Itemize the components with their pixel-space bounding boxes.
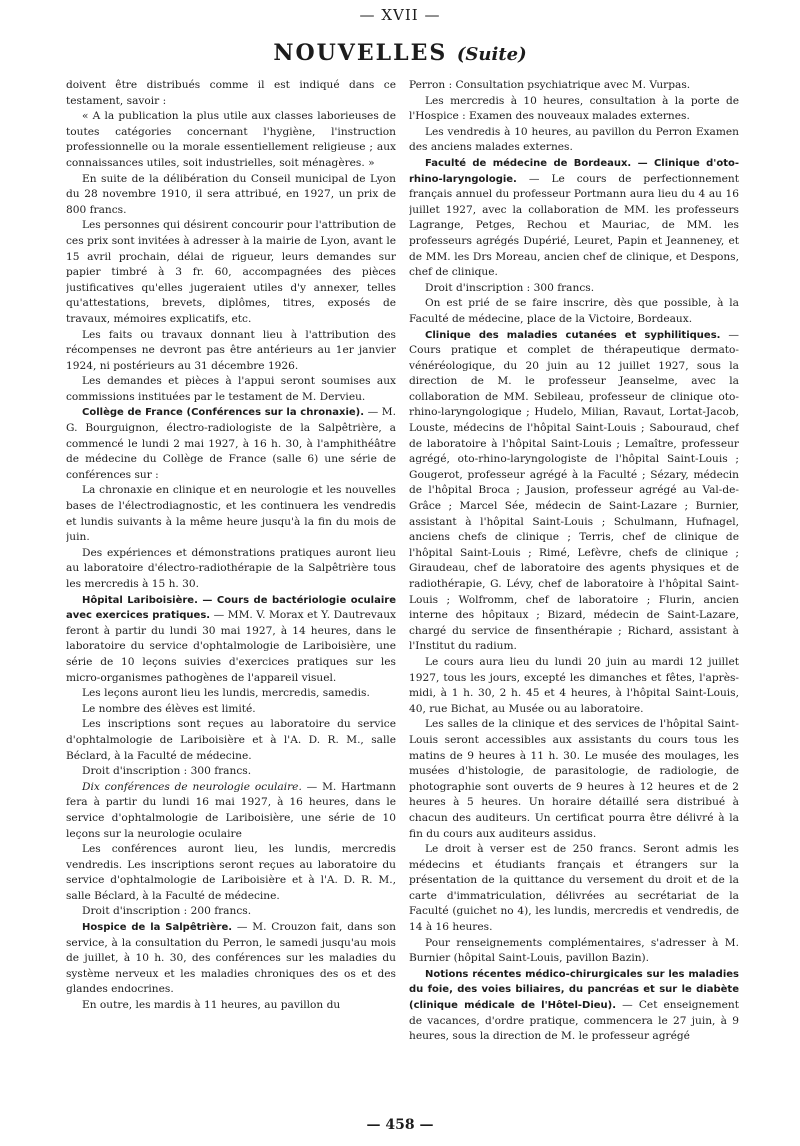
page-number: — 458 — xyxy=(366,1117,434,1133)
paragraph-text: En outre, les mardis à 11 heures, au pavillon du xyxy=(82,999,341,1012)
paragraph-text: — M. Crouzon fait, dans son service, à la consultation du Perron, le samedi jusqu'au mois de juillet, à 10 h. 30, des conférences sur les maladies du système nerveux et les maladies chroniques des os et des glandes endocrines. xyxy=(66,921,396,996)
paragraph-text: Les inscriptions sont reçues au laboratoire du service d'ophtalmologie de Lariboisière et à l'A. D. R. M., salle Béclard, à la Faculté de médecine. xyxy=(66,718,396,762)
paragraph-heading: Hospice de la Salpêtrière. xyxy=(82,922,233,934)
paragraph-text: — M. Hartmann fera à partir du lundi 16 mai 1927, à 16 heures, dans le service d'ophtalmologie de Lariboisière, une série de 10 leçons sur la neurologie oculaire xyxy=(66,780,396,840)
paragraph xyxy=(409,296,739,327)
paragraph xyxy=(66,842,396,904)
paragraph-heading: Hôpital Lariboisière. — Cours de bactériologie oculaire avec exercices pratiques. xyxy=(66,594,396,622)
paragraph-text: Droit d'inscription : 300 francs. xyxy=(82,765,252,778)
paragraph-text: Droit d'inscription : 200 francs. xyxy=(82,905,252,918)
paragraph xyxy=(66,172,396,219)
paragraph-text: Droit d'inscription : 300 francs. xyxy=(425,281,595,294)
paragraph xyxy=(66,405,396,483)
paragraph xyxy=(409,967,739,1045)
paragraph xyxy=(66,904,396,920)
section-title-text: NOUVELLES xyxy=(273,40,448,66)
paragraph xyxy=(66,109,396,171)
section-title xyxy=(0,40,800,66)
paragraph-text: doivent être distribués comme il est indiqué dans ce testament, savoir : xyxy=(66,79,396,107)
section-title-suite: (Suite) xyxy=(456,44,527,65)
paragraph-text: — Le cours de perfectionnement français annuel du professeur Portmann aura lieu du 4 au 16 juillet 1927, avec la collaboration de MM. les professeurs Lagrange, Petges, Rechou et Mauriac, de MM. les professeurs agrégés Dupérié, Leuret, Papin et Jeanneney, et de MM. les Drs Moreau, ancien chef de clinique, et Despons, chef de clinique. xyxy=(409,172,739,279)
paragraph xyxy=(66,483,396,545)
paragraph-heading: Faculté de médecine de Bordeaux. — Clinique d'oto-rhino-laryngologie. xyxy=(409,157,739,185)
paragraph-text: Les mercredis à 10 heures, consultation à la porte de l'Hospice : Examen des nouveaux malades externes. xyxy=(409,94,739,123)
paragraph xyxy=(66,546,396,593)
paragraph-text: On est prié de se faire inscrire, dès que possible, à la Faculté de médecine, place de la Victoire, Bordeaux. xyxy=(409,297,739,325)
paragraph-text: Perron : Consultation psychiatrique avec M. Vurpas. xyxy=(409,79,691,91)
paragraph-text: — M. G. Bourguignon, électro-radiologiste de la Salpêtrière, a commencé le lundi 2 mai 1927, à 16 h. 30, à l'amphithéâtre de médecine du Collège de France (salle 6) une série de conférences sur : xyxy=(66,406,396,481)
paragraph-text: « A la publication la plus utile aux classes laborieuses de toutes catégories concernant l'hygiène, l'instruction professionnelle ou la morale essentiellement religieuse ; aux connaissances utiles, soit industrielles, soit ménagères. » xyxy=(66,110,396,169)
paragraph xyxy=(409,328,739,655)
paragraph-text: Pour renseignements complémentaires, s'adresser à M. Burnier (hôpital Saint-Louis, pavillon Bazin). xyxy=(409,936,739,965)
paragraph xyxy=(66,374,396,405)
right-column xyxy=(409,78,739,1108)
paragraph-text: Les leçons auront lieu les lundis, mercredis, samedis. xyxy=(82,687,370,700)
paragraph xyxy=(66,998,396,1014)
paragraph-italic-heading: Dix conférences de neurologie oculaire. xyxy=(82,780,302,793)
paragraph xyxy=(409,78,739,94)
paragraph-text: Les demandes et pièces à l'appui seront soumises aux commissions instituées par le testament de M. Dervieu. xyxy=(66,375,396,403)
paragraph xyxy=(409,655,739,717)
paragraph-text: Les conférences auront lieu, les lundis, mercredis vendredis. Les inscriptions seront reçues au laboratoire du service d'ophtalmologie de Lariboisière et à l'A. D. R. M., salle Béclard, à la Faculté de médecine. xyxy=(66,843,396,902)
paragraph xyxy=(66,717,396,764)
paragraph-text: Le nombre des élèves est limité. xyxy=(82,702,256,715)
paragraph-text: Les faits ou travaux donnant lieu à l'attribution des récompenses ne devront pas être antérieurs au 1er janvier 1924, ni postérieurs au 31 décembre 1926. xyxy=(66,328,396,372)
paragraph xyxy=(66,780,396,842)
paragraph-text: Le cours aura lieu du lundi 20 juin au mardi 12 juillet 1927, tous les jours, excepté les dimanches et fêtes, l'après-midi, à 1 h. 30, 2 h. 45 et 4 heures, à l'hôpital Saint-Louis, 40, rue Bichat, au Musée ou au laboratoire. xyxy=(409,655,739,715)
paragraph-text: En suite de la délibération du Conseil municipal de Lyon du 28 novembre 1910, il sera attribué, en 1927, un prix de 800 francs. xyxy=(66,172,396,216)
paragraph-heading: Collège de France (Conférences sur la chronaxie). xyxy=(82,407,365,419)
paragraph-text: — Cet enseignement de vacances, d'ordre pratique, commencera le 27 juin, à 9 heures, sous la direction de M. le professeur agrégé xyxy=(409,999,739,1043)
paragraph xyxy=(66,328,396,375)
paragraph xyxy=(409,94,739,125)
paragraph xyxy=(409,717,739,842)
paragraph-text: — Cours pratique et complet de thérapeutique dermato-vénéréologique, du 20 juin au 12 juillet 1927, sous la direction de M. le professeur Jeanselme, avec la collaboration de MM. Sebileau, professeur de clinique oto-rhino-laryngologique ; Hudelo, Milian, Ravaut, Lortat-Jacob, Louste, médecins de l'hôpital Saint-Louis ; Sabouraud, chef de laboratoire à l'hôpital Saint-Louis ; Lemaître, professeur agrégé, oto-rhino-laryngologiste de l'hôpital Saint-Louis ; Gougerot, professeur agrégé à la Faculté ; Sézary, médecin de l'hôpital Broca ; Jausion, professeur agrégé au Val-de-Grâce ; Marcel Sée, médecin de Saint-Lazare ; Burnier, assistant à l'hôpital Saint-Louis ; Schulmann, Hufnagel, anciens chefs de clinique ; Terris, chef de clinique de l'hôpital Saint-Louis ; Rimé, Lefèvre, chefs de clinique ; Giraudeau, chef de laboratoire des agents physiques et de radiothérapie, G. Lévy, chef de laboratoire à l'hôpital Saint-Louis ; Wolfromm, chef de laboratoire ; Flurin, ancien interne des hôpitaux ; Bizard, médecin de Saint-Lazare, chargé du service de finsenthérapie ; Richard, assistant à l'Institut du radium. xyxy=(409,328,739,653)
paragraph xyxy=(66,920,396,998)
paragraph-text: Des expériences et démonstrations pratiques auront lieu au laboratoire d'électro-radiothérapie de la Salpêtrière tous les mercredis à 15 h. 30. xyxy=(66,546,396,590)
paragraph xyxy=(66,686,396,702)
paragraph-heading: Notions récentes médico-chirurgicales sur les maladies du foie, des voies biliaires, du pancréas et sur le diabète (clinique médicale de l'Hôtel-Dieu). xyxy=(409,968,739,1012)
paragraph-text: — MM. V. Morax et Y. Dautrevaux feront à partir du lundi 30 mai 1927, à 14 heures, dans le laboratoire du service d'ophtalmologie de Lariboisière, une série de 10 leçons suivies d'exercices pratiques sur les micro-organismes pathogènes de l'appareil visuel. xyxy=(66,609,396,684)
paragraph xyxy=(66,702,396,718)
paragraph xyxy=(409,281,739,297)
paragraph xyxy=(66,593,396,687)
paragraph-text: Les salles de la clinique et des services de l'hôpital Saint-Louis seront accessibles aux assistants du cours tous les matins de 9 heures à 11 h. 30. Le musée des moulages, les musées d'histologie, de parasitologie, de radiologie, de photographie sont ouverts de 9 heures à 12 heures et de 2 heures à 5 heures. Un horaire détaillé sera distribué à chacun des auditeurs. Un certificat pourra être délivré à la fin du cours aux auditeurs assidus. xyxy=(409,718,739,840)
paragraph xyxy=(66,78,396,109)
paragraph-text: La chronaxie en clinique et en neurologie et les nouvelles bases de l'électrodiagnostic, et les continuera les vendredis et lundis suivants à la même heure jusqu'à la fin du mois de juin. xyxy=(66,484,396,544)
paragraph-text: Les personnes qui désirent concourir pour l'attribution de ces prix sont invitées à adresser à la mairie de Lyon, avant le 15 avril prochain, délai de rigueur, leurs demandes sur papier timbré à 3 fr. 60, accompagnées des pièces justificatives qu'elles jugeraient utiles d'y annexer, telles qu'attestations, brevets, diplômes, titres, exposés de travaux, mémoires explicatifs, etc. xyxy=(66,219,396,325)
paragraph-text: Les vendredis à 10 heures, au pavillon du Perron Examen des anciens malades externes. xyxy=(409,125,739,154)
paragraph-heading: Clinique des maladies cutanées et syphilitiques. xyxy=(425,329,721,341)
paragraph xyxy=(409,156,739,281)
paragraph-text: Le droit à verser est de 250 francs. Seront admis les médecins et étudiants français et étrangers sur la présentation de la quittance du versement du droit et de la carte d'immatriculation, délivrées au secrétariat de la Faculté (guichet no 4), les lundis, mercredis et vendredis, de 14 à 16 heures. xyxy=(409,843,739,934)
paragraph xyxy=(409,125,739,156)
paragraph xyxy=(66,764,396,780)
paragraph xyxy=(409,842,739,936)
paragraph xyxy=(409,936,739,967)
paragraph xyxy=(66,218,396,327)
left-column xyxy=(66,78,396,1108)
roman-page-number: — XVII — xyxy=(359,6,441,24)
